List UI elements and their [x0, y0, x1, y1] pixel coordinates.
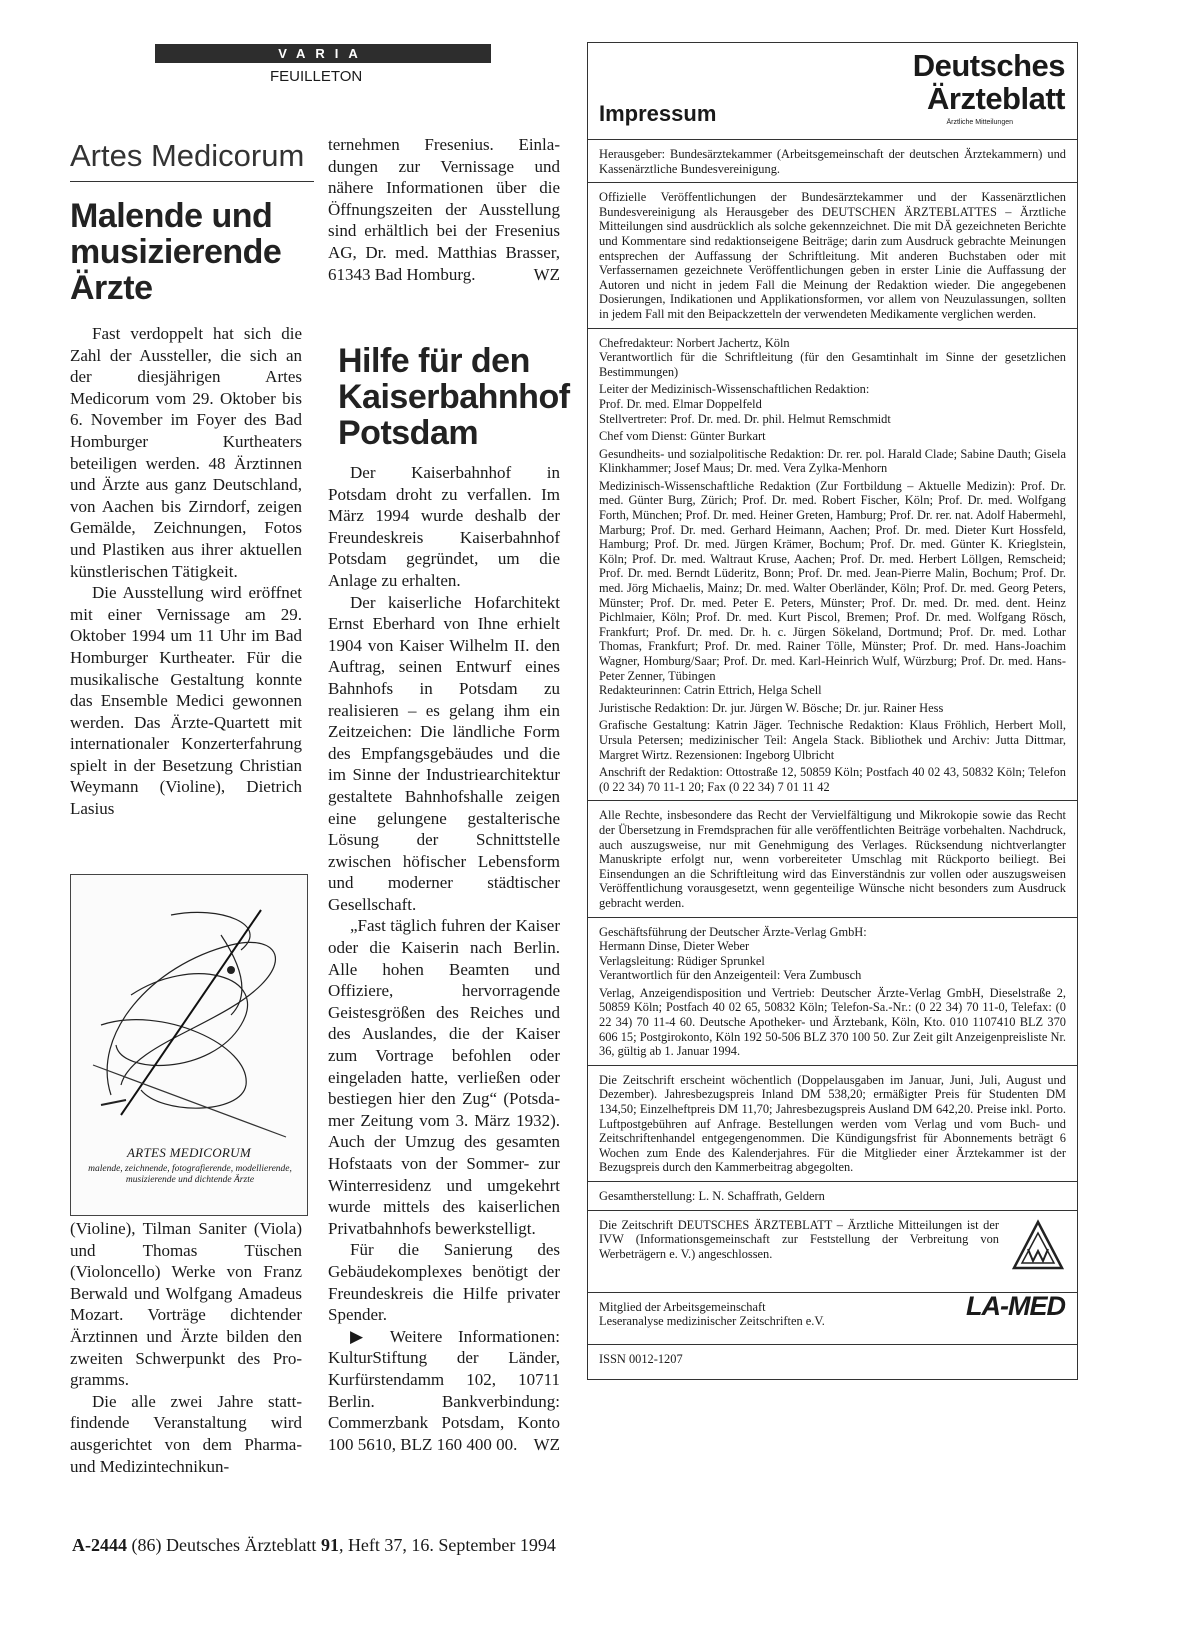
ivw-icon	[1011, 1219, 1065, 1273]
impressum-section-rights	[588, 801, 1077, 917]
paragraph: Für die Sanierung des Gebäudekomplexes benötigt der Freundeskreis die Hilfe privater Spender.	[328, 1240, 560, 1325]
paragraph: ternehmen Fresenius. Einladungen zur Vernissage und nähere Informationen über die Öffnungszeiten der Ausstellung sind erhältlich bei der Fresenius AG, Dr. med. Matthias Brasser, 61343 Bad Homburg.	[328, 135, 560, 284]
headline-line: Kaiserbahnhof	[338, 378, 570, 416]
impressum-text: Medizinisch-Wissenschaftliche Redaktion (Zur Fortbildung – Aktuelle Medizin): Prof. Dr. med. Günter Burg, Zürich; Prof. Dr. med. Robert Fischer, Köln; Prof. Dr. med. Wolfgang Forth, München; Prof. Dr. med. Heiner Greten, Hamburg; Prof. Dr. rer. nat. Adolf Habermehl, Marburg; Prof. Dr. med. Gerhard Heimann, Aachen; Prof. Dr. med. Dieter Kurt Hossfeld, Hamburg; Prof. Dr. med. Jürgen Krämer, Bochum; Prof. Dr. med. Günter K. Krieglstein, Köln; Prof. Dr. med. Waltraut Kruse, Aachen; Prof. Dr. med. Herbert Löllgen, Remscheid; Prof. Dr. med. Berndt Lüderitz, Bonn; Prof. Dr. med. Jean-Pierre Malin, Bochum; Prof. Dr. med. Jörg Michaelis, Mainz; Dr. med. Walter Oberländer, Köln; Prof. Dr. med. Georg Peters, Münster; Prof. Dr. med. Peter E. Peters, Münster; Prof. Dr. med. Dr. med. dent. Heinz Pichlmaier, Köln; Prof. Dr. med. Kurt Piscol, Bremen; Prof. Dr. med. Wolfgang Rösch, Frankfurt; Prof. Dr. med. Dr. h. c. Jürgen Sökeland, Dortmund; Prof. Dr. med. Lothar Thomas, Frankfurt; Prof. Dr. med. Rainer Tölle, Münster; Prof. Dr. med. Hans-Joachim Wagner, Homburg/Saar; Prof. Dr. med. Karl-Heinrich Wulf, Würzburg; Prof. Dr. med. Hans-Peter Zenner, Tübingen Redakteurinnen: Catrin Ettrich, Helga Schell	[599, 478, 1066, 698]
article2-headline	[338, 343, 588, 451]
article1-column1-bottom	[70, 1218, 302, 1477]
poster-title: ARTES MEDICORUM	[126, 1145, 251, 1160]
paragraph: Der kaiserliche Hofarchitekt Ernst Eberhard von Ihne erhielt 1904 von Kaiser Wilhelm II. den Auftrag, seinen Entwurf eines Bahnhofs in Potsdam zu realisieren – es gelang ihm ein Zeitzeichen: Die ländliche Form des Empfangsgebäudes und die im Sinne der Industriearchitektur gestaltete Bahnhofshalle zeigen eine gelungene gestalterische Lösung der Schnittstelle zwischen höfischer Lebensform und moderner städtischer Gesellschaft.	[328, 592, 560, 914]
impressum-text: Geschäftsführung der Deutscher Ärzte-Verlag GmbH: Hermann Dinse, Dieter Weber Verlagsleitung: Rüdiger Sprunkel Verantwortlich für den Anzeigenteil: Vera Zumbusch	[599, 924, 867, 983]
paragraph: Der Kaiserbahnhof in Potsdam droht zu verfallen. Im März 1994 wurde deshalb der Freundeskreis Kaiserbahnhof Potsdam gegründet, um die Anlage zu erhalten.	[328, 463, 560, 590]
impressum-box	[587, 42, 1078, 1380]
impressum-section-editorial	[588, 329, 1077, 802]
impressum-section-subscription	[588, 1066, 1077, 1182]
impressum-text: ISSN 0012-1207	[599, 1351, 683, 1366]
headline-line: musizierende	[70, 233, 282, 271]
arrow-icon: ▶	[350, 1326, 375, 1346]
headline-line: Potsdam	[338, 414, 479, 452]
author-signature: WZ	[533, 264, 560, 284]
impressum-text: Leiter der Medizinisch-Wissenschaftlichen Redaktion: Prof. Dr. med. Elmar Doppelfeld Stellvertreter: Prof. Dr. med. Dr. phil. Helmut Remschmidt	[599, 382, 891, 426]
journal-logo-line1: Deutsches	[912, 48, 1065, 83]
exhibition-poster	[70, 874, 308, 1216]
paragraph: (Violine), Tilman Saniter (Viola) und Thomas Tüschen (Violoncello) Werke von Franz Berwald und Wolfgang Amadeus Mozart. Vorträge dichtender Ärztinnen und Ärzte bilden den zweiten Schwerpunkt des Programms.	[70, 1219, 302, 1390]
impressum-section-production	[588, 1182, 1077, 1211]
paragraph: Die alle zwei Jahre stattfindende Veranstaltung wird ausgerichtet von dem Pharma- und Medizintechnikun-	[70, 1391, 302, 1476]
impressum-text: Alle Rechte, insbesondere das Recht der Vervielfältigung und Mikrokopie sowie das Recht der Übersetzung in Fremdsprachen für alle veröffentlichten Beiträge vorbehalten. Nachdruck, auch auszugsweise, nur mit Genehmigung des Verlages. Rücksendung nichtverlangter Manuskripte erfolgt nur, wenn vorbereiteter Umschlag mit Rückporto beiliegt. Bei Einsendungen an die Schriftleitung wird das Einverständnis zur vollen oder auszugsweisen Veröffentlichung vorausgesetzt, wenn gegenteilige Wünsche nicht besonders zum Ausdruck gebracht werden.	[599, 808, 1066, 910]
impressum-section-issn	[588, 1345, 1077, 1379]
journal-logo-line2: Ärzteblatt	[927, 81, 1065, 116]
headline-line: Hilfe für den	[338, 342, 530, 380]
lamed-logo: LA-MED	[966, 1290, 1065, 1321]
impressum-text: Mitglied der Arbeitsgemeinschaft Leseranalyse medizinischer Zeitschriften e.V.	[599, 1299, 825, 1329]
impressum-text: Herausgeber: Bundesärztekammer (Arbeitsgemeinschaft der deutschen Ärztekammern) und Kassenärztliche Bundesvereinigung.	[599, 147, 1066, 176]
impressum-title: Impressum	[599, 101, 717, 126]
subsection-label: FEUILLETON	[270, 68, 363, 85]
page-number: A-2444	[72, 1535, 127, 1555]
poster-subtitle: malende, zeichnende, fotografierende, modellierende, musizierende und dichtende Ärzte	[88, 1164, 292, 1185]
paragraph-text: Weitere Informationen: KulturStiftung der Länder, Kurfürstendamm 102, 10711 Berlin. Bankverbindung: Commerzbank Potsdam, Konto 100 5610, BLZ 160 400 00.	[328, 1326, 560, 1454]
article1-column2	[328, 134, 560, 285]
impressum-header	[588, 43, 1077, 140]
paragraph: „Fast täglich fuhren der Kaiser oder die Kaiserin nach Berlin. Alle hohen Beamten und Offiziere, hervorragende Geistesgrößen des Reiches und des Auslandes, die der Kaiser zum Vortrage befohlen oder eingeladen hatte, verließen oder bestiegen hier den Zug“ (Potsdamer Zeitung vom 3. März 1932). Auch der Umzug des gesamten Hofstaats von der Sommer- zur Winterresidenz und umgekehrt wurde mittels des kaiserlichen Privatbahnhofs bewerkstelligt.	[328, 916, 560, 1238]
impressum-text: Verlag, Anzeigendisposition und Vertrieb: Deutscher Ärzte-Verlag GmbH, Dieselstraße 2, 50859 Köln; Postfach 40 02 65, 50832 Köln; Telefon-Sa.-Nr.: (0 22 34) 70 11-0, Telefax: (0 22 34) 70 11-4 60. Deutsche Apotheker- und Ärztebank, Köln, Kto. 010 1107410 BLZ 370 606 15; Postgirokonto, Köln 192 50-506 BLZ 370 100 50. Zur Zeit gilt Anzeigenpreisliste Nr. 36, gültig ab 1. Januar 1994.	[599, 985, 1066, 1059]
kicker-rule	[70, 181, 314, 182]
journal-logo-sub: Ärztliche Mitteilungen	[946, 119, 1013, 126]
headline-line: Malende und	[70, 197, 273, 235]
impressum-text: Chefredakteur: Norbert Jachertz, Köln Verantwortlich für die Schriftleitung (für den Gesamtinhalt im Sinne der gesetzlichen Bestimmungen)	[599, 335, 1066, 379]
bow-line	[121, 910, 261, 1115]
article1-column1-top	[70, 323, 302, 820]
impressum-text: Gesundheits- und sozialpolitische Redaktion: Dr. rer. pol. Harald Clade; Sabine Dauth; Gisela Klinkhammer; Josef Maus; Dr. med. Vera Zylka-Menhorn	[599, 446, 1066, 476]
impressum-text: Offizielle Veröffentlichungen der Bundesärztekammer und der Kassenärztlichen Bundesvereinigung als Herausgeber des DEUTSCHEN ÄRZTEBLATTES – Ärztliche Mitteilungen sind ausdrücklich als solche gekennzeichnet. Die mit DÄ gezeichneten Berichte und Kommentare sind redaktionseigene Beiträge; darin zum Ausdruck gebrachte Meinungen entsprechen der Auffassung der Schriftleitung. Mit anderen Buchstaben oder mit Verfassernamen gezeichnete Veröffentlichungen geben in erster Linie die Auffassung der Autoren und nicht in jedem Fall die Meinung der Redaktion wieder. Die angegebenen Dosierungen, Indikationen und Applikationsformen, vor allem von Neuzulassungen, sollten in jedem Fall mit den Beipackzetteln der verwendeten Medikamente verglichen werden.	[599, 190, 1066, 321]
page-footer	[72, 1535, 556, 1556]
footer-issue: , Heft 37, 16. September 1994	[338, 1535, 556, 1555]
impressum-text: Chef vom Dienst: Günter Burkart	[599, 429, 766, 444]
article2-body	[328, 462, 560, 1455]
impressum-section-ivw	[588, 1211, 1077, 1293]
paragraph: Die Ausstellung wird eröffnet mit einer Vernissage am 29. Oktober 1994 um 11 Uhr im Bad Homburger Kurtheater. Für die musikalische Gestaltung konnte das Ensemble Medici gewonnen werden. Das Ärzte-Quartett mit internationaler Konzerterfahrung spielt in der Besetzung Christian Weymann (Violine), Dietrich Lasius	[70, 583, 302, 819]
impressum-section-lamed	[588, 1290, 1077, 1345]
impressum-section-publishing	[588, 918, 1077, 1066]
impressum-text: Juristische Redaktion: Dr. jur. Jürgen W. Bösche; Dr. jur. Rainer Hess	[599, 700, 944, 715]
impressum-text: Die Zeitschrift DEUTSCHES ÄRZTEBLATT – Ärztliche Mitteilungen ist der IVW (Informationsgemeinschaft zur Feststellung der Verbreitung von Werbeträgern e. V.) angeschlossen.	[599, 1217, 999, 1261]
impressum-text: Gesamtherstellung: L. N. Schaffrath, Geldern	[599, 1189, 825, 1203]
impressum-section-official	[588, 183, 1077, 328]
impressum-text: Anschrift der Redaktion: Ottostraße 12, 50859 Köln; Postfach 40 02 43, 50832 Köln; Telefon (0 22 34) 70 11-1 20; Fax (0 22 34) 7 01 11 42	[599, 765, 1066, 794]
footer-text: (86) Deutsches Ärzteblatt	[131, 1535, 317, 1555]
impressum-text: Die Zeitschrift erscheint wöchentlich (Doppelausgaben im Januar, Juni, Juli, August und Dezember). Jahresbezugspreis Inland DM 538,20; ermäßigter Preis für Studenten DM 134,50; Einzelheftpreis DM 11,70; Jahresbezugspreis Ausland DM 642,20. Preise inkl. Porto. Luftpostgebühren auf Anfrage. Bestellungen werden vom Verlag und vom Buch- und Zeitschriftenhandel entgegengenommen. Die Kündigungsfrist für Abonnements beträgt 6 Wochen zum Ende des Kalenderjahres. Für die Mitglieder einer Ärztekammer ist der Bezugspreis durch den Kammerbeitrag abgegolten.	[599, 1072, 1066, 1175]
section-bar: VARIA	[155, 44, 491, 63]
impressum-section-publisher	[588, 140, 1077, 183]
headline-line: Ärzte	[70, 269, 153, 307]
author-signature: WZ	[533, 1434, 560, 1454]
paragraph: Fast verdoppelt hat sich die Zahl der Aussteller, die sich an der diesjährigen Artes Medicorum vom 29. Oktober bis 6. November im Foyer des Bad Homburger Kurtheaters beteiligen werden. 48 Ärztinnen und Ärzte aus ganz Deutschland, von Aachen bis Zirndorf, zeigen Gemälde, Zeichnungen, Fotos und Plastiken aus ihrer aktuellen künstlerischen Tätigkeit.	[70, 324, 302, 581]
impressum-text: Grafische Gestaltung: Katrin Jäger. Technische Redaktion: Klaus Fröhlich, Herbert Moll, Ursula Petersen; medizinischer Teil: Angela Stack. Bibliothek und Archiv: Jutta Dittmar, Margret Wirtz. Rezensionen: Ingeborg Ulbricht	[599, 718, 1066, 762]
footer-volume: 91	[320, 1535, 339, 1555]
article-kicker: Artes Medicorum	[70, 138, 305, 173]
article1-headline	[70, 198, 320, 306]
